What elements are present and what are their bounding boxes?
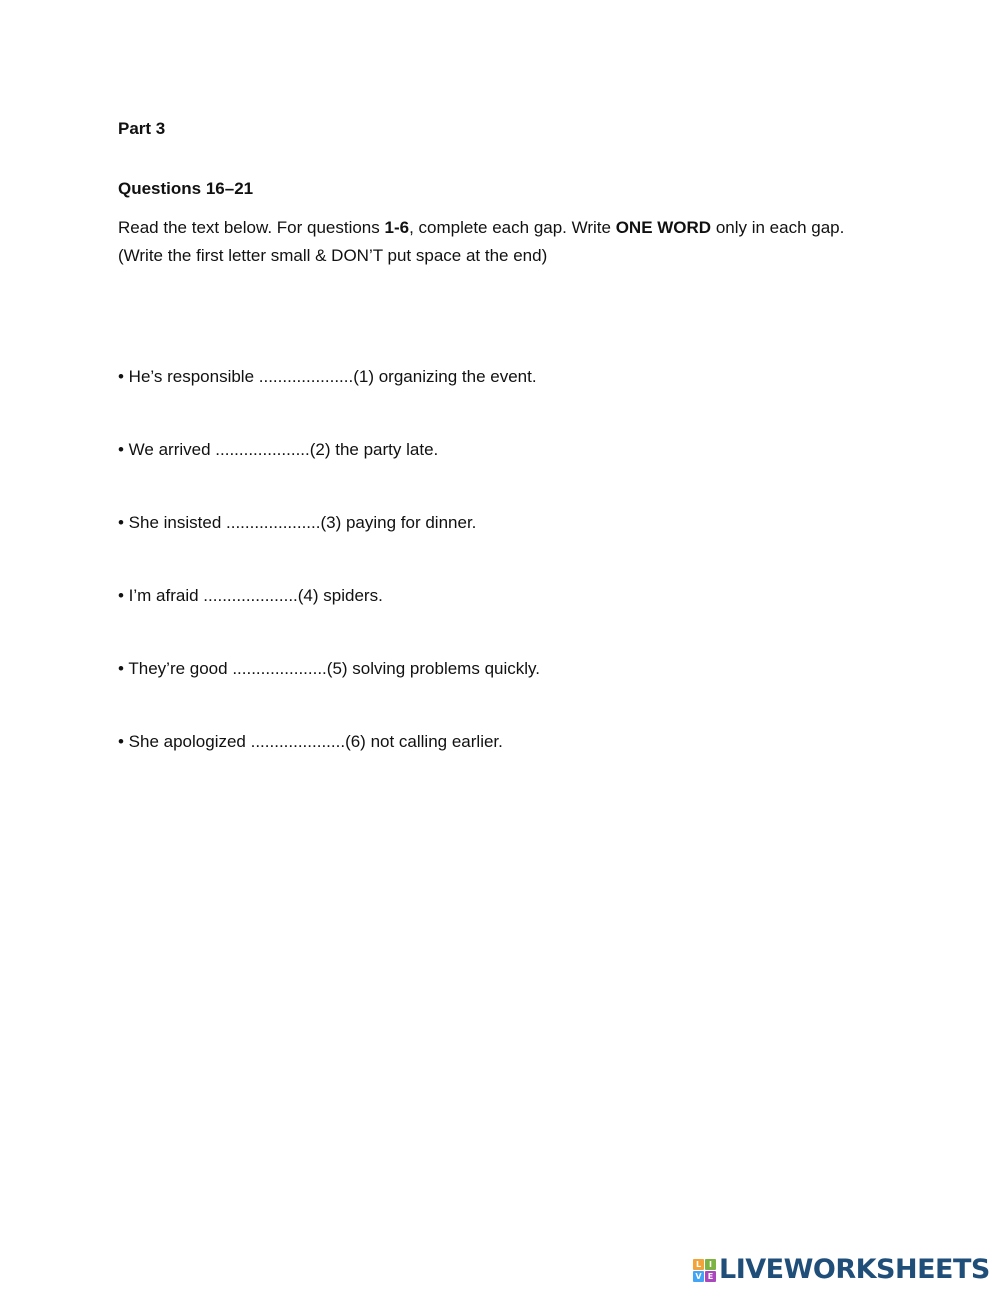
gap-item-3: • She insisted ....................(3) paying for dinner. bbox=[118, 513, 477, 532]
gap-item-1: • He’s responsible ....................(1) organizing the event. bbox=[118, 367, 537, 386]
gap-item-2: • We arrived ....................(2) the party late. bbox=[118, 440, 439, 459]
instructions-part-1: Read the text below. For questions bbox=[118, 218, 385, 237]
instructions-part-3: only in each gap. (Write the first letter small & DON’T put space at the end) bbox=[118, 218, 845, 265]
gap-item-5: • They’re good ....................(5) solving problems quickly. bbox=[118, 659, 540, 678]
instructions-part-2: , complete each gap. Write bbox=[409, 218, 616, 237]
logo-text: LIVEWORKSHEETS bbox=[719, 1254, 990, 1285]
logo-letter-i: I bbox=[705, 1259, 716, 1270]
part-title: Part 3 bbox=[118, 119, 166, 138]
logo-letter-l: L bbox=[693, 1259, 704, 1270]
logo-letter-e: E bbox=[705, 1271, 716, 1282]
gap-item-6: • She apologized ....................(6) not calling earlier. bbox=[118, 732, 503, 751]
questions-title: Questions 16–21 bbox=[118, 179, 254, 198]
logo-letter-v: V bbox=[693, 1271, 704, 1282]
instructions-bold-range: 1-6 bbox=[384, 218, 410, 237]
instructions-bold-one-word: ONE WORD bbox=[615, 218, 712, 237]
gap-item-4: • I’m afraid ....................(4) spiders. bbox=[118, 586, 383, 605]
instructions-text bbox=[118, 214, 888, 270]
liveworksheets-logo bbox=[693, 1254, 990, 1286]
logo-icon bbox=[693, 1259, 716, 1282]
